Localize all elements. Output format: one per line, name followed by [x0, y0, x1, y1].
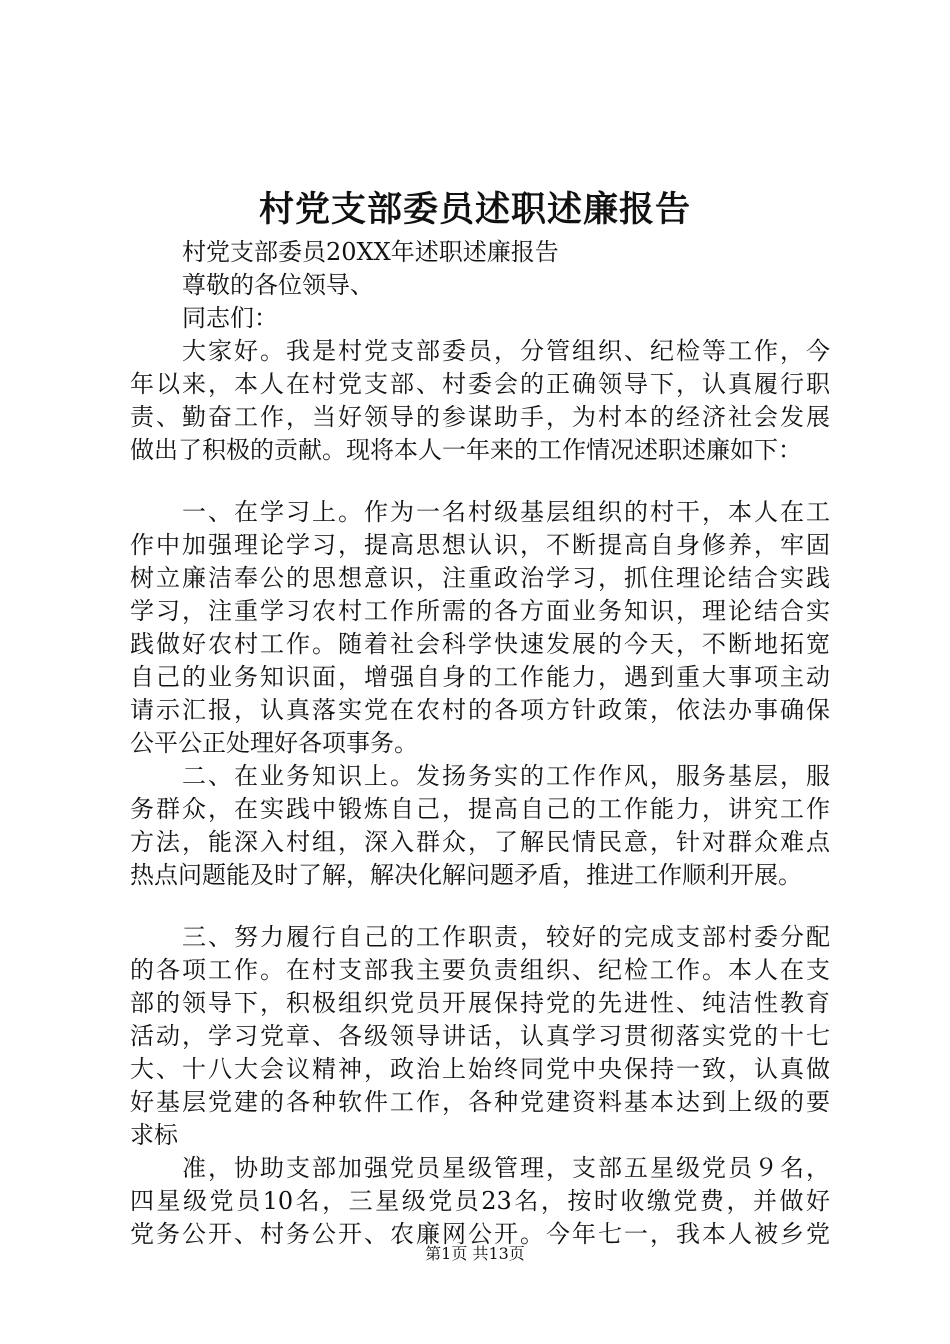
document-line: 学习，注重学习农村工作所需的各方面业务知识，理论结合实 — [130, 597, 830, 625]
document-line: 务群众，在实践中锻炼自己，提高自己的工作能力，讲究工作 — [130, 795, 830, 823]
document-line: 准，协助支部加强党员星级管理，支部五星级党员９名， — [182, 1154, 830, 1182]
document-line: 活动，学习党章、各级领导讲话，认真学习贯彻落实党的十七 — [130, 1022, 830, 1050]
document-line: 好基层党建的各种软件工作，各种党建资料基本达到上级的要 — [130, 1088, 830, 1116]
document-line: 二、在业务知识上。发扬务实的工作作风，服务基层，服 — [182, 762, 830, 790]
document-line: 村党支部委员20XX年述职述廉报告 — [182, 238, 559, 266]
document-line: 部的领导下，积极组织党员开展保持党的先进性、纯洁性教育 — [130, 989, 830, 1017]
document-body — [130, 236, 830, 1251]
document-line: 热点问题能及时了解，解决化解问题矛盾，推进工作顺利开展。 — [130, 861, 802, 889]
document-title: 村党支部委员述职述廉报告 — [258, 189, 691, 230]
document-line: 公平公正处理好各项事务。 — [130, 729, 418, 757]
document-line: 大家好。我是村党支部委员，分管组织、纪检等工作，今 — [182, 337, 830, 365]
document-line: 年以来，本人在村党支部、村委会的正确领导下，认真履行职 — [130, 370, 830, 398]
document-line: 方法，能深入村组，深入群众，了解民情民意，针对群众难点 — [130, 828, 830, 856]
document-line: 一、在学习上。作为一名村级基层组织的村干，本人在工 — [182, 498, 830, 526]
document-line: 树立廉洁奉公的思想意识，注重政治学习，抓住理论结合实践 — [130, 564, 830, 592]
document-line: 同志们： — [182, 304, 278, 332]
document-line: 尊敬的各位领导、 — [182, 271, 374, 299]
document-line: 的各项工作。在村支部我主要负责组织、纪检工作。本人在支 — [130, 956, 830, 984]
document-line: 践做好农村工作。随着社会科学快速发展的今天，不断地拓宽 — [130, 630, 830, 658]
document-line: 作中加强理论学习，提高思想认识，不断提高自身修养，牢固 — [130, 531, 830, 559]
document-line: 大、十八大会议精神，政治上始终同党中央保持一致，认真做 — [130, 1055, 830, 1083]
document-line: 党务公开、村务公开、农廉网公开。今年七一，我本人被乡党 — [130, 1220, 830, 1248]
paragraph-gap — [130, 467, 830, 496]
document-line: 三、努力履行自己的工作职责，较好的完成支部村委分配 — [182, 923, 830, 951]
document-line: 责、勤奋工作，当好领导的参谋助手，为村本的经济社会发展 — [130, 403, 830, 431]
document-line: 四星级党员10名，三星级党员23名，按时收缴党费，并做好 — [130, 1187, 830, 1215]
paragraph-gap — [130, 892, 830, 921]
document-line: 自己的业务知识面，增强自身的工作能力，遇到重大事项主动 — [130, 663, 830, 691]
document-line: 做出了积极的贡献。现将本人一年来的工作情况述职述廉如下： — [130, 436, 802, 464]
document-line: 求标 — [130, 1121, 178, 1149]
document-line: 请示汇报，认真落实党在农村的各项方针政策，依法办事确保 — [130, 696, 830, 724]
page-footer: 第1页 共13页 — [425, 1244, 525, 1263]
